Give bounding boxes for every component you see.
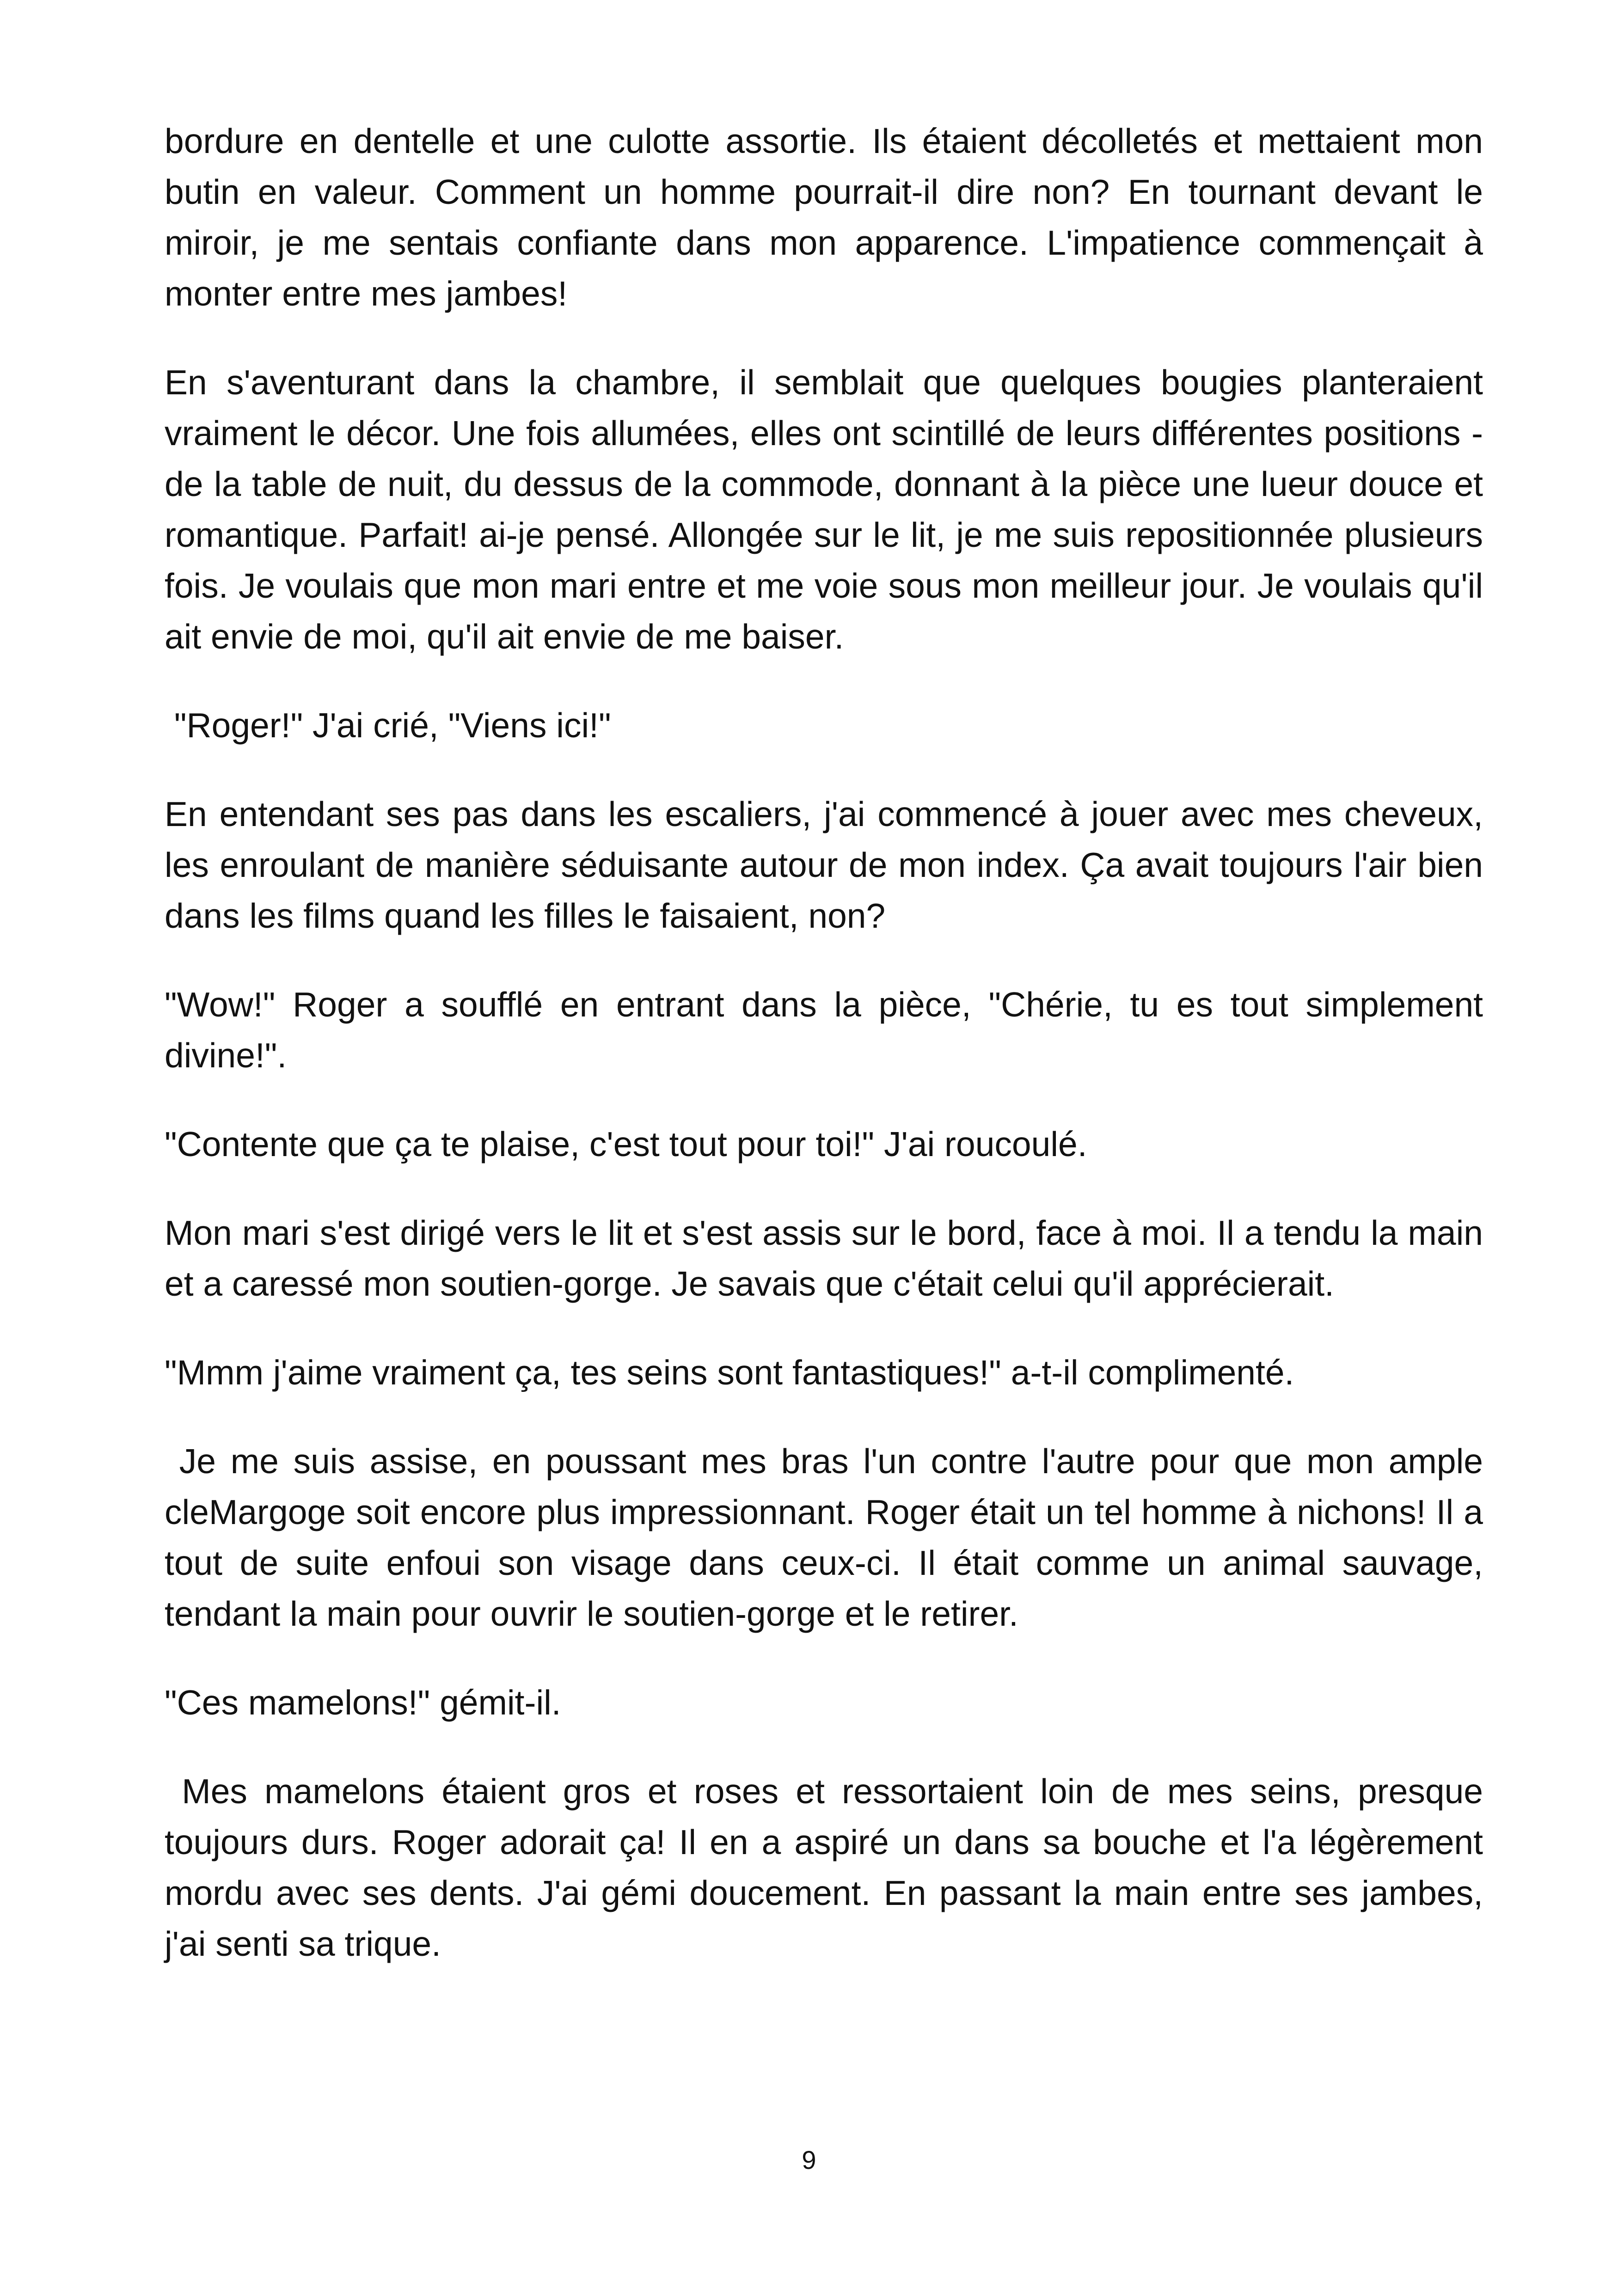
paragraph-8: "Mmm j'aime vraiment ça, tes seins sont fantastiques!" a-t-il complimenté. xyxy=(165,1353,1294,1392)
paragraph-2: En s'aventurant dans la chambre, il semblait que quelques bougies planteraient vraiment le décor. Une fois allumées, elles ont scintillé de leurs différentes positions - de la table de nuit, du dessus de la commode, donnant à la pièce une lueur douce et romantique. Parfait! ai-je pensé. Allongée sur le lit, je me suis repositionnée plusieurs fois. Je voulais que mon mari entre et me voie sous mon meilleur jour. Je voulais qu'il ait envie de moi, qu'il ait envie de me baiser. xyxy=(165,363,1483,656)
paragraph-10: "Ces mamelons!" gémit-il. xyxy=(165,1683,561,1722)
paragraph-5: "Wow!" Roger a soufflé en entrant dans la pièce, "Chérie, tu es tout simplement divine!". xyxy=(165,985,1483,1075)
page-number: 9 xyxy=(802,2145,816,2174)
paragraph-6: "Contente que ça te plaise, c'est tout pour toi!" J'ai roucoulé. xyxy=(165,1125,1087,1163)
paragraph-11: Mes mamelons étaient gros et roses et ressortaient loin de mes seins, presque toujours durs. Roger adorait ça! Il en a aspiré un dans sa bouche et l'a légèrement mordu avec ses dents. J'ai gémi doucement. En passant la main entre ses jambes, j'ai senti sa trique. xyxy=(165,1772,1493,1963)
paragraph-1: bordure en dentelle et une culotte assortie. Ils étaient décolletés et mettaient mon butin en valeur. Comment un homme pourrait-il dire non? En tournant devant le miroir, je me sentais confiante dans mon apparence. L'impatience commençait à monter entre mes jambes! xyxy=(165,122,1483,313)
paragraph-7: Mon mari s'est dirigé vers le lit et s'est assis sur le bord, face à moi. Il a tendu la main et a caressé mon soutien-gorge. Je savais que c'était celui qu'il apprécierait. xyxy=(165,1213,1483,1303)
paragraph-9: Je me suis assise, en poussant mes bras l'un contre l'autre pour que mon ample cleMargoge soit encore plus impressionnant. Roger était un tel homme à nichons! Il a tout de suite enfoui son visage dans ceux-ci. Il était comme un animal sauvage, tendant la main pour ouvrir le soutien-gorge et le retirer. xyxy=(165,1442,1493,1633)
document-body xyxy=(165,116,1493,2007)
paragraph-3: "Roger!" J'ai crié, "Viens ici!" xyxy=(165,706,611,745)
paragraph-4: En entendant ses pas dans les escaliers, j'ai commencé à jouer avec mes cheveux, les enroulant de manière séduisante autour de mon index. Ça avait toujours l'air bien dans les films quand les filles le faisaient, non? xyxy=(165,795,1483,935)
